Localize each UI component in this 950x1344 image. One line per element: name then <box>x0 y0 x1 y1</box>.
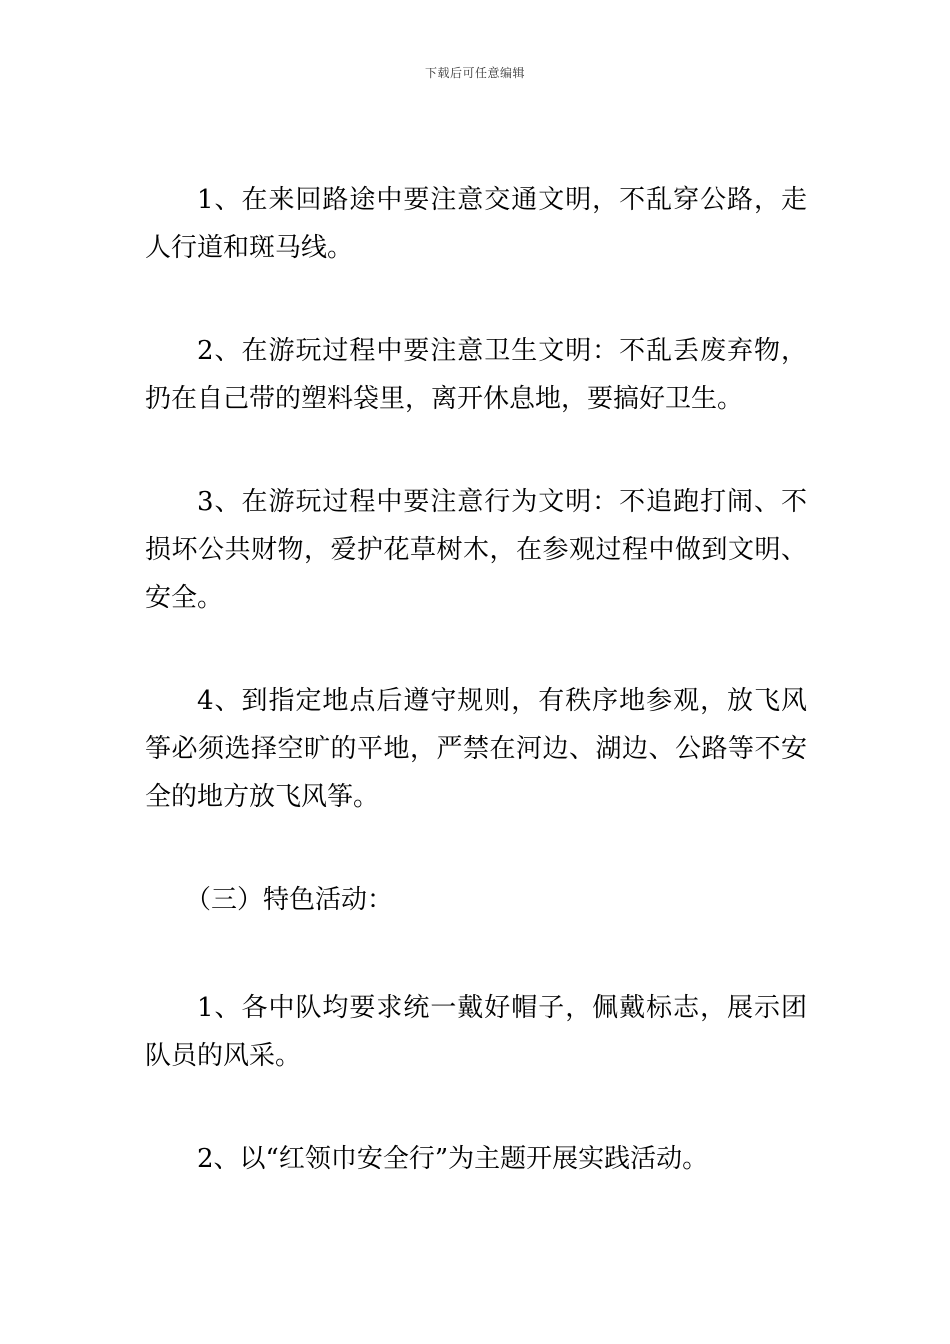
paragraph-theme-activity: 2、以“红领巾安全行”为主题开展实践活动。 <box>197 1144 709 1174</box>
paragraph-uniform-rule: 1、各中队均要求统一戴好帽子，佩戴标志，展示团队员的风采。 <box>145 993 807 1071</box>
paragraph-traffic-rule: 1、在来回路途中要注意交通文明，不乱穿公路，走人行道和斑马线。 <box>145 185 807 263</box>
paragraph-kite-rule: 4、到指定地点后遵守规则，有秩序地参观，放飞风筝必须选择空旷的平地，严禁在河边、湖边、公路等不安全的地方放飞风筝。 <box>145 686 807 812</box>
header-note: 下载后可任意编辑 <box>424 66 525 80</box>
paragraph-behavior-rule: 3、在游玩过程中要注意行为文明：不追跑打闹、不损坏公共财物，爱护花草树木，在参观过程中做到文明、安全。 <box>145 487 807 613</box>
document-body <box>145 176 807 1243</box>
section-heading-special-activities: （三）特色活动： <box>185 885 394 915</box>
paragraph-hygiene-rule: 2、在游玩过程中要注意卫生文明：不乱丢废弃物，扔在自己带的塑料袋里，离开休息地，要搞好卫生。 <box>145 336 807 414</box>
